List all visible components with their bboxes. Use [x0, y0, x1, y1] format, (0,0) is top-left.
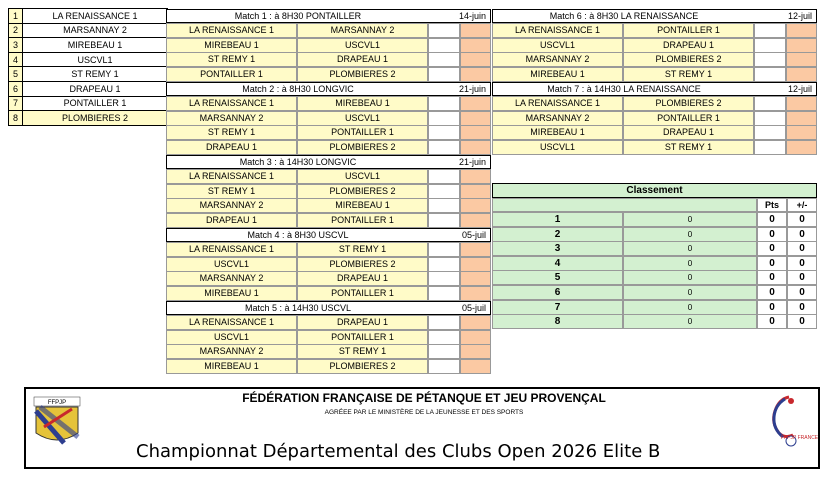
home-team: MIREBEAU 1 — [166, 286, 297, 301]
away-team: USCVL1 — [297, 169, 428, 184]
away-team: DRAPEAU 1 — [623, 38, 754, 53]
match-date: 14-juin — [458, 11, 486, 21]
match-date: 21-juin — [458, 84, 486, 94]
score-home-cell[interactable] — [428, 271, 460, 286]
score-home-cell[interactable] — [754, 140, 786, 155]
home-team: LA RENAISSANCE 1 — [166, 23, 297, 38]
score-away-cell[interactable] — [460, 359, 491, 374]
away-team: ST REMY 1 — [623, 140, 754, 155]
home-team: MARSANNAY 2 — [166, 198, 297, 213]
score-away-cell[interactable] — [460, 38, 491, 53]
away-team: DRAPEAU 1 — [297, 315, 428, 330]
away-team: PONTAILLER 1 — [623, 111, 754, 126]
home-team: MIREBEAU 1 — [166, 359, 297, 374]
diff-cell: 0 — [787, 300, 817, 315]
home-team: LA RENAISSANCE 1 — [166, 315, 297, 330]
match-title: Match 2 : à 8H30 LONGVIC — [242, 84, 354, 94]
score-away-cell[interactable] — [460, 213, 491, 228]
match-header — [166, 228, 491, 242]
rank-team-cell: 0 — [623, 212, 757, 227]
team-name: MARSANNAY 2 — [23, 23, 168, 38]
team-row — [9, 9, 168, 24]
home-team: MARSANNAY 2 — [166, 111, 297, 126]
score-home-cell[interactable] — [428, 359, 460, 374]
team-name: MIREBEAU 1 — [23, 38, 168, 53]
score-away-cell[interactable] — [786, 96, 817, 111]
rank-cell: 4 — [492, 256, 623, 271]
score-home-cell[interactable] — [428, 169, 460, 184]
away-team: PONTAILLER 1 — [297, 330, 428, 345]
score-home-cell[interactable] — [754, 38, 786, 53]
team-number: 3 — [9, 38, 23, 53]
home-team: MIREBEAU 1 — [166, 38, 297, 53]
away-team: USCVL1 — [297, 111, 428, 126]
home-team: USCVL1 — [166, 257, 297, 272]
score-home-cell[interactable] — [754, 125, 786, 140]
score-away-cell[interactable] — [460, 198, 491, 213]
score-home-cell[interactable] — [428, 67, 460, 82]
score-home-cell[interactable] — [754, 96, 786, 111]
home-team: MIREBEAU 1 — [492, 125, 623, 140]
agreement-text: AGRÉEE PAR LE MINISTÈRE DE LA JEUNESSE ET DES SPORTS — [324, 409, 524, 416]
away-team: MIREBEAU 1 — [297, 96, 428, 111]
score-home-cell[interactable] — [428, 213, 460, 228]
diff-cell: 0 — [787, 285, 817, 300]
classement-title: Classement — [492, 183, 817, 198]
away-team: MARSANNAY 2 — [297, 23, 428, 38]
rank-team-cell: 0 — [623, 285, 757, 300]
home-team: MARSANNAY 2 — [166, 344, 297, 359]
away-team: PLOMBIERES 2 — [297, 184, 428, 199]
teams-table — [8, 8, 168, 126]
home-team: LA RENAISSANCE 1 — [492, 23, 623, 38]
championship-title: Championnat Départemental des Clubs Open 2026 Elite B — [136, 441, 661, 462]
away-team: PLOMBIERES 2 — [297, 67, 428, 82]
away-team: DRAPEAU 1 — [623, 125, 754, 140]
rank-cell: 1 — [492, 212, 623, 227]
home-team: DRAPEAU 1 — [166, 140, 297, 155]
score-home-cell[interactable] — [428, 242, 460, 257]
away-team: PLOMBIERES 2 — [623, 96, 754, 111]
match-title: Match 5 : à 14H30 USCVL — [244, 303, 352, 313]
home-team: ST REMY 1 — [166, 52, 297, 67]
rank-team-cell: 0 — [623, 256, 757, 271]
match-title: Match 7 : à 14H30 LA RENAISSANCE — [547, 84, 701, 94]
score-home-cell[interactable] — [428, 52, 460, 67]
away-team: ST REMY 1 — [297, 344, 428, 359]
score-home-cell[interactable] — [428, 344, 460, 359]
pts-cell: 0 — [757, 270, 787, 285]
rank-cell: 3 — [492, 241, 623, 256]
match-header — [166, 9, 491, 23]
score-away-cell[interactable] — [460, 286, 491, 301]
team-number: 5 — [9, 67, 23, 82]
team-name: PONTAILLER 1 — [23, 96, 168, 111]
away-team: PONTAILLER 1 — [623, 23, 754, 38]
score-away-cell[interactable] — [460, 330, 491, 345]
team-name: PLOMBIERES 2 — [23, 111, 168, 126]
away-team: ST REMY 1 — [623, 67, 754, 82]
team-row — [9, 38, 168, 53]
match-header — [166, 82, 491, 96]
rank-team-cell: 0 — [623, 300, 757, 315]
team-number: 2 — [9, 23, 23, 38]
home-team: PONTAILLER 1 — [166, 67, 297, 82]
diff-cell: 0 — [787, 270, 817, 285]
away-team: PLOMBIERES 2 — [623, 52, 754, 67]
classement-header-spacer — [492, 198, 757, 212]
diff-header: +/- — [787, 198, 817, 212]
score-away-cell[interactable] — [786, 125, 817, 140]
score-away-cell[interactable] — [786, 38, 817, 53]
match-header — [492, 9, 817, 23]
home-team: LA RENAISSANCE 1 — [166, 96, 297, 111]
score-away-cell[interactable] — [460, 315, 491, 330]
pts-cell: 0 — [757, 256, 787, 271]
pts-cell: 0 — [757, 314, 787, 329]
match-header — [492, 82, 817, 96]
score-away-cell[interactable] — [460, 257, 491, 272]
home-team: LA RENAISSANCE 1 — [166, 169, 297, 184]
diff-cell: 0 — [787, 227, 817, 242]
diff-cell: 0 — [787, 256, 817, 271]
home-team: ST REMY 1 — [166, 125, 297, 140]
score-away-cell[interactable] — [460, 111, 491, 126]
match-date: 12-juil — [787, 84, 812, 94]
match-date: 12-juil — [787, 11, 812, 21]
pts-header: Pts — [757, 198, 787, 212]
match-header — [166, 301, 491, 315]
away-team: USCVL1 — [297, 38, 428, 53]
score-home-cell[interactable] — [428, 23, 460, 38]
rank-cell: 2 — [492, 227, 623, 242]
score-home-cell[interactable] — [754, 23, 786, 38]
pts-cell: 0 — [757, 300, 787, 315]
rank-cell: 6 — [492, 285, 623, 300]
footer-box — [24, 387, 820, 469]
home-team: MARSANNAY 2 — [492, 52, 623, 67]
pts-cell: 0 — [757, 241, 787, 256]
team-name: ST REMY 1 — [23, 67, 168, 82]
away-team: DRAPEAU 1 — [297, 271, 428, 286]
diff-cell: 0 — [787, 212, 817, 227]
score-away-cell[interactable] — [786, 52, 817, 67]
score-away-cell[interactable] — [786, 67, 817, 82]
pts-cell: 0 — [757, 285, 787, 300]
score-away-cell[interactable] — [460, 344, 491, 359]
score-away-cell[interactable] — [460, 96, 491, 111]
score-away-cell[interactable] — [460, 184, 491, 199]
rank-team-cell: 0 — [623, 241, 757, 256]
score-away-cell[interactable] — [460, 67, 491, 82]
federation-title: FÉDÉRATION FRANÇAISE DE PÉTANQUE ET JEU PROVENÇAL — [242, 391, 606, 405]
left-logo-text: FFPJP — [47, 400, 67, 406]
home-team: MARSANNAY 2 — [492, 111, 623, 126]
right-logo-text: FFPJP FRANCE — [781, 435, 819, 441]
ffpjp-right-logo — [761, 389, 819, 453]
rank-team-cell: 0 — [623, 270, 757, 285]
team-number: 8 — [9, 111, 23, 126]
team-row — [9, 111, 168, 126]
away-team: PONTAILLER 1 — [297, 125, 428, 140]
rank-cell: 5 — [492, 270, 623, 285]
match-title: Match 4 : à 8H30 USCVL — [247, 230, 349, 240]
match-date: 21-juin — [458, 157, 486, 167]
score-home-cell[interactable] — [428, 257, 460, 272]
home-team: USCVL1 — [492, 140, 623, 155]
score-away-cell[interactable] — [786, 140, 817, 155]
team-name: LA RENAISSANCE 1 — [23, 9, 168, 24]
team-row — [9, 81, 168, 96]
score-home-cell[interactable] — [754, 67, 786, 82]
home-team: MIREBEAU 1 — [492, 67, 623, 82]
score-away-cell[interactable] — [460, 169, 491, 184]
home-team: DRAPEAU 1 — [166, 213, 297, 228]
diff-cell: 0 — [787, 314, 817, 329]
home-team: LA RENAISSANCE 1 — [492, 96, 623, 111]
home-team: LA RENAISSANCE 1 — [166, 242, 297, 257]
score-away-cell[interactable] — [786, 111, 817, 126]
rank-team-cell: 0 — [623, 314, 757, 329]
home-team: MARSANNAY 2 — [166, 271, 297, 286]
pts-cell: 0 — [757, 227, 787, 242]
match-title: Match 6 : à 8H30 LA RENAISSANCE — [549, 11, 699, 21]
away-team: PLOMBIERES 2 — [297, 359, 428, 374]
score-away-cell[interactable] — [460, 242, 491, 257]
away-team: DRAPEAU 1 — [297, 52, 428, 67]
score-home-cell[interactable] — [428, 315, 460, 330]
score-home-cell[interactable] — [754, 52, 786, 67]
score-away-cell[interactable] — [460, 52, 491, 67]
team-row — [9, 52, 168, 67]
match-date: 05-juil — [461, 303, 486, 313]
team-number: 4 — [9, 52, 23, 67]
score-home-cell[interactable] — [428, 38, 460, 53]
team-name: DRAPEAU 1 — [23, 81, 168, 96]
score-home-cell[interactable] — [428, 286, 460, 301]
score-away-cell[interactable] — [460, 140, 491, 155]
home-team: ST REMY 1 — [166, 184, 297, 199]
away-team: PLOMBIERES 2 — [297, 257, 428, 272]
home-team: USCVL1 — [492, 38, 623, 53]
rank-cell: 7 — [492, 300, 623, 315]
team-row — [9, 23, 168, 38]
team-number: 6 — [9, 81, 23, 96]
score-home-cell[interactable] — [428, 184, 460, 199]
match-title: Match 1 : à 8H30 PONTAILLER — [234, 11, 362, 21]
away-team: ST REMY 1 — [297, 242, 428, 257]
away-team: PLOMBIERES 2 — [297, 140, 428, 155]
score-home-cell[interactable] — [428, 125, 460, 140]
pts-cell: 0 — [757, 212, 787, 227]
match-header — [166, 155, 491, 169]
score-home-cell[interactable] — [428, 198, 460, 213]
rank-cell: 8 — [492, 314, 623, 329]
score-home-cell[interactable] — [754, 111, 786, 126]
team-number: 1 — [9, 9, 23, 24]
team-row — [9, 67, 168, 82]
score-away-cell[interactable] — [460, 23, 491, 38]
team-number: 7 — [9, 96, 23, 111]
match-date: 05-juil — [461, 230, 486, 240]
score-home-cell[interactable] — [428, 111, 460, 126]
score-home-cell[interactable] — [428, 96, 460, 111]
rank-team-cell: 0 — [623, 227, 757, 242]
team-name: USCVL1 — [23, 52, 168, 67]
away-team: PONTAILLER 1 — [297, 213, 428, 228]
away-team: MIREBEAU 1 — [297, 198, 428, 213]
score-away-cell[interactable] — [460, 125, 491, 140]
team-row — [9, 96, 168, 111]
score-home-cell[interactable] — [428, 140, 460, 155]
diff-cell: 0 — [787, 241, 817, 256]
score-away-cell[interactable] — [786, 23, 817, 38]
score-home-cell[interactable] — [428, 330, 460, 345]
away-team: PONTAILLER 1 — [297, 286, 428, 301]
score-away-cell[interactable] — [460, 271, 491, 286]
home-team: USCVL1 — [166, 330, 297, 345]
match-title: Match 3 : à 14H30 LONGVIC — [239, 157, 357, 167]
